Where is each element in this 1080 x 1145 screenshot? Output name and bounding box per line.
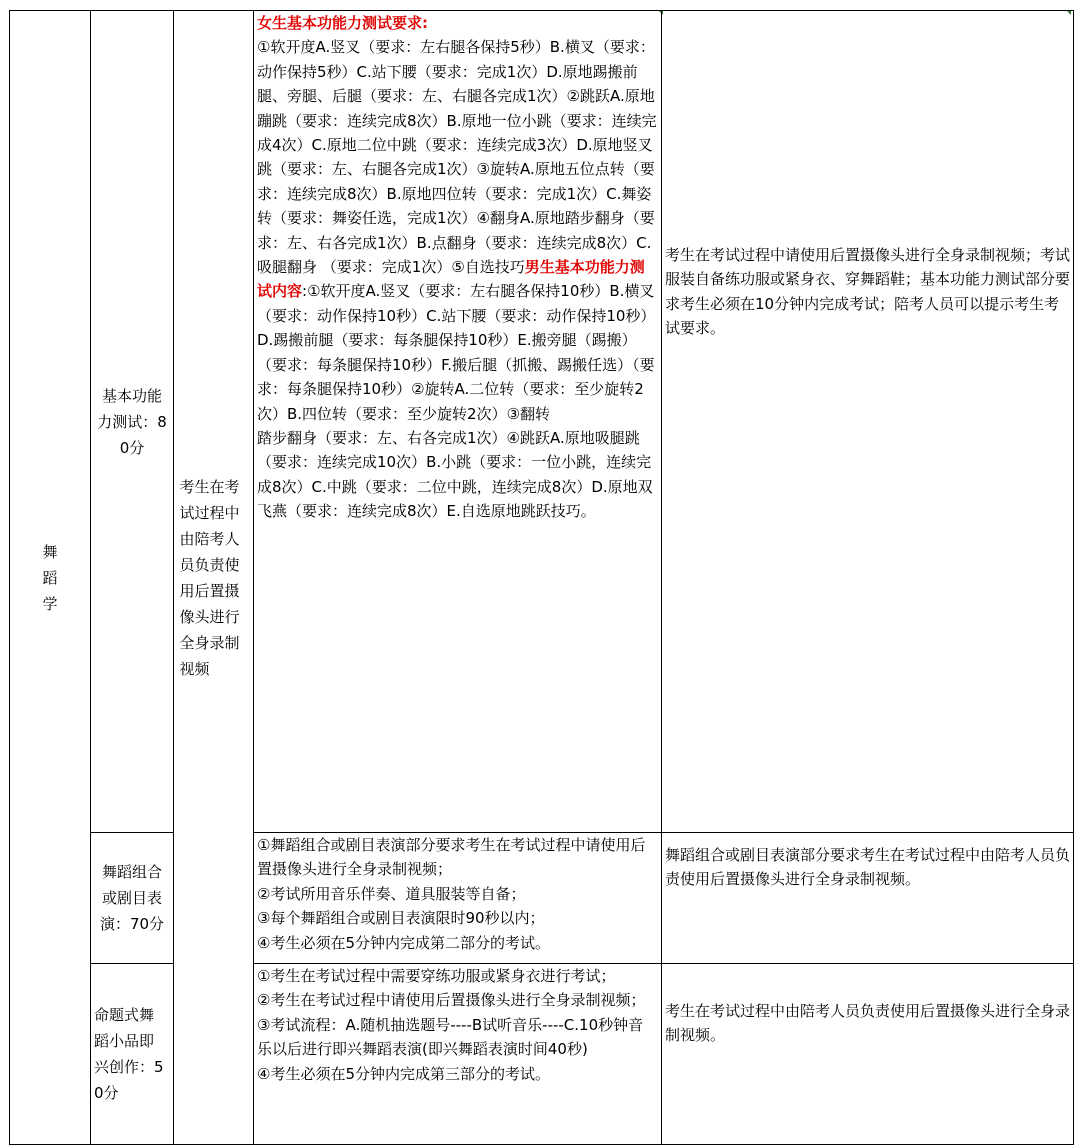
exam-part-label: 舞蹈组合或剧目表演：70分 xyxy=(99,863,165,933)
exam-part-cell xyxy=(91,11,174,833)
subject-name: 舞蹈学 xyxy=(42,542,58,613)
subject-cell xyxy=(10,11,91,1145)
male-requirements-text: :①软开度A.竖叉（要求：左右腿各保持10秒）B.横叉（要求：动作保持10秒）C.站下腰（要求：动作保持10秒）D.踢搬前腿（要求：每条腿保持10秒）E.搬旁腿（踢搬）（要求：每条腿保持10秒）F.搬后腿（抓搬、踢搬任选）（要求：每条腿保持10秒）②旋转A.二位转（要求：至少旋转2次）B.四位转（要求：至少旋转2次）③翻转 xyxy=(257,282,656,423)
note-text: 考生在考试过程中由陪考人员负责使用后置摄像头进行全身录制视频。 xyxy=(665,1002,1071,1045)
female-requirements-heading: 女生基本功能力测试要求: xyxy=(257,14,428,32)
note-cell xyxy=(662,833,1074,964)
requirement-item: ④考生必须在5分钟内完成第二部分的考试。 xyxy=(257,933,550,952)
requirement-item: ③考试流程：A.随机抽选题号----B试听音乐----C.10秒钟音乐以后进行即兴舞蹈表演(即兴舞蹈表演时间40秒) xyxy=(257,1015,644,1059)
requirement-item: ④考生必须在5分钟内完成第三部分的考试。 xyxy=(257,1064,550,1083)
male-requirements-heading: 男生基本功能力测试内容 xyxy=(257,258,645,301)
exam-part-cell xyxy=(91,833,174,964)
exam-part-label: 基本功能力测试：80分 xyxy=(97,386,167,457)
note-cell xyxy=(662,11,1074,833)
requirement-item: ①考生在考试过程中需要穿练功服或紧身衣进行考试； xyxy=(257,967,616,985)
requirement-item: ③每个舞蹈组合或剧目表演限时90秒以内； xyxy=(257,909,545,928)
table-row xyxy=(10,833,1074,964)
requirements-cell xyxy=(254,964,662,1145)
requirement-item: ②考生在考试过程中请使用后置摄像头进行全身录制视频； xyxy=(257,991,646,1010)
recording-method-text: 考生在考试过程中由陪考人员负责使用后置摄像头进行全身录制视频 xyxy=(179,477,240,678)
requirement-item: ②考试所用音乐伴奏、道具服装等自备； xyxy=(257,884,526,903)
requirement-item: ①舞蹈组合或剧目表演部分要求考生在考试过程中请使用后置摄像头进行全身录制视频； xyxy=(257,836,646,879)
requirements-cell xyxy=(254,833,662,964)
note-cell xyxy=(662,964,1074,1145)
male-requirements-text-continued: 踏步翻身（要求：左、右各完成1次）④跳跃A.原地吸腿跳（要求：连续完成10次）B.小跳（要求：一位小跳，连续完成8次）C.中跳（要求：二位中跳，连续完成8次）D.原地双飞燕（要求：连续完成8次）E.自选原地跳跃技巧。 xyxy=(257,428,653,521)
exam-requirements-table xyxy=(9,10,1074,1145)
exam-part-label: 命题式舞蹈小品即兴创作：50分 xyxy=(94,1006,164,1102)
female-requirements-text: ①软开度A.竖叉（要求：左右腿各保持5秒）B.横叉（要求：动作保持5秒）C.站下腰（要求：完成1次）D.原地踢搬前腿、旁腿、后腿（要求：左、右腿各完成1次）②跳跃A.原地蹦跳（要求：连续完成8次）B.原地一位小跳（要求：连续完成4次）C.原地二位中跳（要求：连续完成3次）D.原地竖叉跳（要求：左、右腿各完成1次）③旋转A.原地五位点转（要求：连续完成8次）B.原地四位转（要求：完成1次）C.舞姿转（要求：舞姿任选，完成1次）④翻身A.原地踏步翻身（要求：左、右各完成1次）B.点翻身（要求：连续完成8次）C.吸腿翻身 （要求：完成1次）⑤自选技巧 xyxy=(257,38,657,277)
recording-method-cell xyxy=(174,11,254,1145)
note-text: 舞蹈组合或剧目表演部分要求考生在考试过程中由陪考人员负责使用后置摄像头进行全身录制视频。 xyxy=(665,846,1071,889)
table-row xyxy=(10,964,1074,1145)
requirements-cell xyxy=(254,11,662,833)
exam-part-cell xyxy=(91,964,174,1145)
table-row xyxy=(10,11,1074,833)
note-text: 考生在考试过程中请使用后置摄像头进行全身录制视频；考试服装自备练功服或紧身衣、穿舞蹈鞋；基本功能力测试部分要求考生必须在10分钟内完成考试；陪考人员可以提示考生考试要求。 xyxy=(665,246,1071,338)
